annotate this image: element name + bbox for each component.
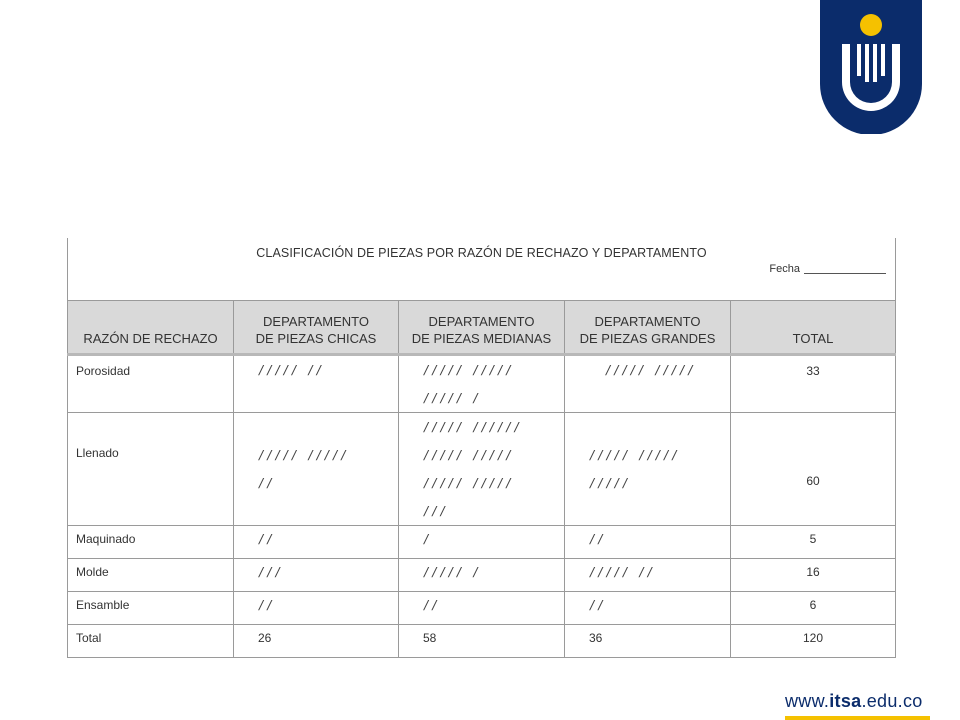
table-row-llenado [68, 413, 896, 526]
cell-medianas: ///// ///// ///// / [399, 355, 565, 413]
cell-total: 16 [731, 559, 896, 592]
cell-reason: Total [68, 625, 234, 658]
table-row-molde [68, 559, 896, 592]
cell-grandes: ///// ///// ///// [565, 413, 731, 526]
header-row [68, 301, 896, 355]
cell-grandes: // [565, 526, 731, 559]
itsa-logo [820, 0, 922, 134]
rejection-classification-table [67, 238, 896, 658]
cell-chicas: 26 [234, 625, 399, 658]
cell-chicas: // [234, 592, 399, 625]
table-title: CLASIFICACIÓN DE PIEZAS POR RAZÓN DE RECHAZO Y DEPARTAMENTO [256, 246, 707, 260]
cell-grandes: // [565, 592, 731, 625]
table-row-total [68, 625, 896, 658]
cell-total: 120 [731, 625, 896, 658]
header-reason: RAZÓN DE RECHAZO [68, 301, 234, 355]
cell-medianas: // [399, 592, 565, 625]
cell-grandes: ///// ///// [565, 355, 731, 413]
date-field [769, 263, 886, 275]
cell-chicas: /// [234, 559, 399, 592]
data-table [67, 300, 896, 658]
website-link[interactable]: www.itsa.edu.co [785, 691, 923, 711]
header-grandes: DEPARTAMENTO DE PIEZAS GRANDES [565, 301, 731, 355]
cell-total: 60 [731, 413, 896, 526]
cell-grandes: 36 [565, 625, 731, 658]
cell-reason: Llenado [68, 413, 234, 526]
date-label: Fecha [769, 263, 800, 275]
date-blank-line [804, 273, 886, 274]
cell-reason: Maquinado [68, 526, 234, 559]
table-row-maquinado [68, 526, 896, 559]
header-medianas: DEPARTAMENTO DE PIEZAS MEDIANAS [399, 301, 565, 355]
cell-total: 5 [731, 526, 896, 559]
table-row-ensamble [68, 592, 896, 625]
cell-grandes: ///// // [565, 559, 731, 592]
cell-reason: Porosidad [68, 355, 234, 413]
header-chicas: DEPARTAMENTO DE PIEZAS CHICAS [234, 301, 399, 355]
cell-medianas: / [399, 526, 565, 559]
cell-chicas: // [234, 526, 399, 559]
header-total: TOTAL [731, 301, 896, 355]
cell-medianas: ///// ////// ///// ///// ///// ///// /// [399, 413, 565, 526]
footer-accent-bar [785, 716, 930, 720]
cell-total: 33 [731, 355, 896, 413]
cell-chicas: ///// ///// // [234, 413, 399, 526]
table-heading [68, 238, 895, 300]
cell-reason: Molde [68, 559, 234, 592]
table-row-porosidad [68, 355, 896, 413]
cell-medianas: 58 [399, 625, 565, 658]
cell-total: 6 [731, 592, 896, 625]
cell-medianas: ///// / [399, 559, 565, 592]
cell-chicas: ///// // [234, 355, 399, 413]
cell-reason: Ensamble [68, 592, 234, 625]
